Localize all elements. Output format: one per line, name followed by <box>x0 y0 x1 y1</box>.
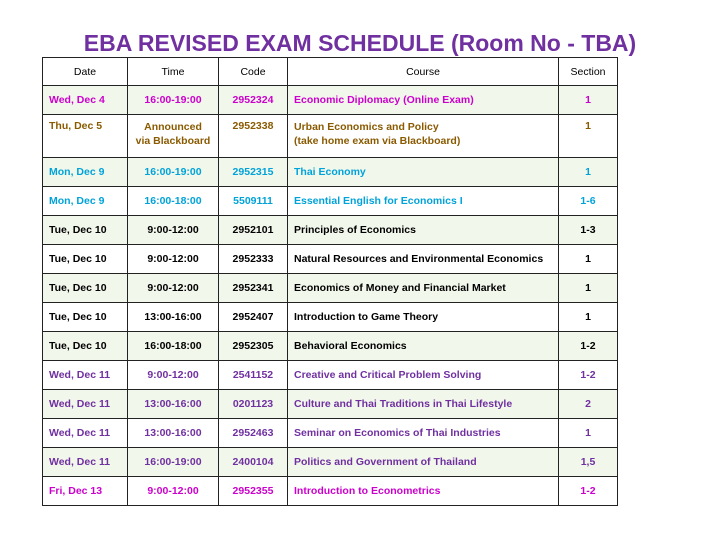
cell-section: 1-2 <box>559 361 618 390</box>
table-row <box>43 216 618 245</box>
cell-code: 2952355 <box>219 477 288 506</box>
cell-course: Creative and Critical Problem Solving <box>288 361 559 390</box>
table-header-row <box>43 58 618 86</box>
cell-section: 1-6 <box>559 187 618 216</box>
cell-section: 1 <box>559 274 618 303</box>
cell-course: Thai Economy <box>288 158 559 187</box>
table-body <box>43 86 618 506</box>
table-row <box>43 477 618 506</box>
cell-section: 1 <box>559 303 618 332</box>
cell-course: Economic Diplomacy (Online Exam) <box>288 86 559 115</box>
table-row <box>43 332 618 361</box>
table-row <box>43 361 618 390</box>
cell-code: 2952333 <box>219 245 288 274</box>
cell-code: 2952315 <box>219 158 288 187</box>
header-course: Course <box>288 58 559 86</box>
cell-section: 1 <box>559 419 618 448</box>
cell-course: Economics of Money and Financial Market <box>288 274 559 303</box>
cell-date: Tue, Dec 10 <box>43 332 128 361</box>
cell-course: Politics and Government of Thailand <box>288 448 559 477</box>
cell-time: 13:00-16:00 <box>128 390 219 419</box>
cell-course: Principles of Economics <box>288 216 559 245</box>
cell-code: 5509111 <box>219 187 288 216</box>
cell-section: 1-2 <box>559 477 618 506</box>
cell-code: 2952305 <box>219 332 288 361</box>
cell-time: 13:00-16:00 <box>128 419 219 448</box>
cell-date: Tue, Dec 10 <box>43 245 128 274</box>
table-row <box>43 390 618 419</box>
cell-code: 2952338 <box>219 115 288 158</box>
cell-code: 2400104 <box>219 448 288 477</box>
cell-course: Introduction to Game Theory <box>288 303 559 332</box>
cell-section: 1 <box>559 86 618 115</box>
cell-section: 1,5 <box>559 448 618 477</box>
cell-time: 16:00-18:00 <box>128 187 219 216</box>
cell-code: 2952407 <box>219 303 288 332</box>
table-row <box>43 303 618 332</box>
cell-section: 1 <box>559 115 618 158</box>
cell-date: Wed, Dec 4 <box>43 86 128 115</box>
cell-course: Essential English for Economics I <box>288 187 559 216</box>
cell-code: 2952101 <box>219 216 288 245</box>
cell-code: 0201123 <box>219 390 288 419</box>
cell-time: 9:00-12:00 <box>128 274 219 303</box>
cell-course: Natural Resources and Environmental Economics <box>288 245 559 274</box>
cell-course: Seminar on Economics of Thai Industries <box>288 419 559 448</box>
cell-date: Fri, Dec 13 <box>43 477 128 506</box>
page-title: EBA REVISED EXAM SCHEDULE (Room No - TBA) <box>83 30 637 56</box>
table-row <box>43 158 618 187</box>
table-row <box>43 86 618 115</box>
cell-date: Mon, Dec 9 <box>43 158 128 187</box>
cell-section: 1-2 <box>559 332 618 361</box>
cell-time: 16:00-19:00 <box>128 448 219 477</box>
cell-date: Wed, Dec 11 <box>43 361 128 390</box>
cell-code: 2952341 <box>219 274 288 303</box>
cell-course: Urban Economics and Policy (take home exam via Blackboard) <box>288 115 559 158</box>
table-row <box>43 274 618 303</box>
cell-time: 16:00-19:00 <box>128 86 219 115</box>
table-row <box>43 187 618 216</box>
cell-time: 9:00-12:00 <box>128 477 219 506</box>
cell-time: 16:00-19:00 <box>128 158 219 187</box>
cell-time: 13:00-16:00 <box>128 303 219 332</box>
cell-date: Tue, Dec 10 <box>43 216 128 245</box>
cell-course: Culture and Thai Traditions in Thai Lifestyle <box>288 390 559 419</box>
table-row <box>43 448 618 477</box>
cell-date: Mon, Dec 9 <box>43 187 128 216</box>
cell-code: 2952324 <box>219 86 288 115</box>
cell-date: Thu, Dec 5 <box>43 115 128 158</box>
exam-schedule-table <box>42 57 618 506</box>
cell-date: Wed, Dec 11 <box>43 390 128 419</box>
cell-section: 1 <box>559 245 618 274</box>
header-section: Section <box>559 58 618 86</box>
cell-code: 2541152 <box>219 361 288 390</box>
cell-time: 9:00-12:00 <box>128 245 219 274</box>
cell-course: Behavioral Economics <box>288 332 559 361</box>
table-row <box>43 419 618 448</box>
cell-course: Introduction to Econometrics <box>288 477 559 506</box>
cell-time: Announced via Blackboard <box>128 115 219 158</box>
table-row <box>43 115 618 158</box>
cell-time: 16:00-18:00 <box>128 332 219 361</box>
cell-date: Tue, Dec 10 <box>43 274 128 303</box>
cell-time: 9:00-12:00 <box>128 216 219 245</box>
cell-section: 1-3 <box>559 216 618 245</box>
cell-date: Wed, Dec 11 <box>43 419 128 448</box>
cell-date: Tue, Dec 10 <box>43 303 128 332</box>
cell-code: 2952463 <box>219 419 288 448</box>
header-code: Code <box>219 58 288 86</box>
cell-time: 9:00-12:00 <box>128 361 219 390</box>
header-time: Time <box>128 58 219 86</box>
cell-date: Wed, Dec 11 <box>43 448 128 477</box>
cell-section: 1 <box>559 158 618 187</box>
header-date: Date <box>43 58 128 86</box>
cell-section: 2 <box>559 390 618 419</box>
table-row <box>43 245 618 274</box>
